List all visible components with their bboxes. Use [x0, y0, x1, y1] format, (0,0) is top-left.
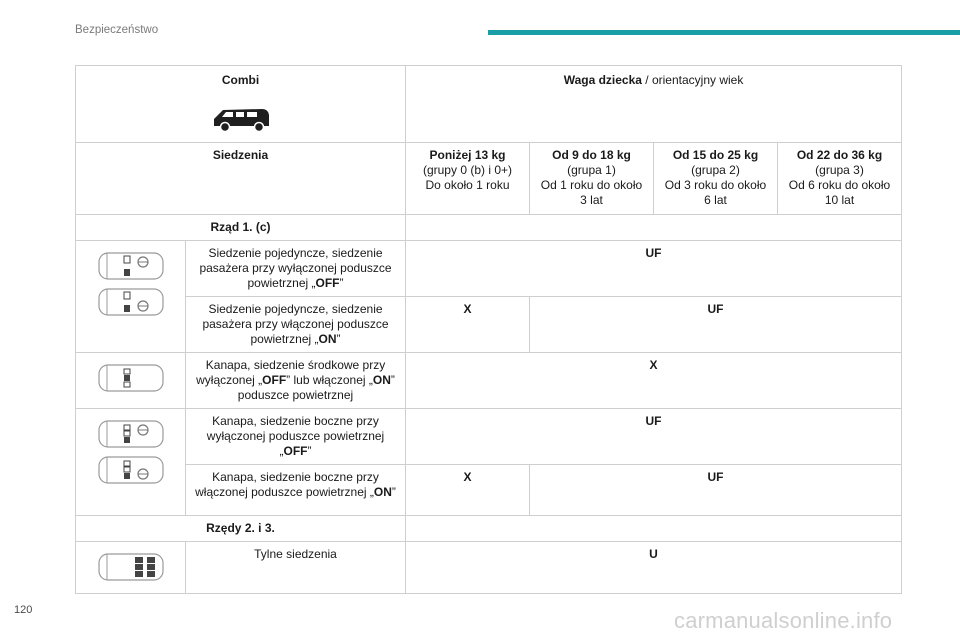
vehicle-cell: [76, 66, 406, 143]
value-cell: [406, 241, 902, 297]
group-age: Do około 1 roku: [425, 178, 510, 192]
airbag-state: OFF: [262, 373, 287, 387]
group-age: Od 3 roku do około 6 lat: [664, 178, 767, 207]
section-title: Bezpieczeństwo: [75, 24, 159, 36]
suitability-value: UF: [645, 246, 662, 260]
page-number: 120: [14, 604, 33, 616]
suitability-value: UF: [707, 470, 724, 484]
group-class: (grupy 0 (b) i 0+): [422, 163, 513, 177]
seats-label: Siedzenia: [212, 148, 269, 162]
airbag-state: OFF: [315, 276, 340, 290]
group-cell-3: [778, 143, 902, 215]
bench-middle-description: [186, 353, 406, 409]
single-seat-on-description: [186, 297, 406, 353]
group-weight: Od 9 do 18 kg: [552, 148, 631, 162]
group-age: Od 1 roku do około 3 lat: [540, 178, 643, 207]
child-weight-subtitle: / orientacyjny wiek: [641, 73, 744, 87]
vehicle-label: Combi: [221, 73, 260, 87]
suitability-value: X: [463, 302, 472, 316]
car-top-view-icon: [97, 362, 165, 394]
single-seat-off-description: [186, 241, 406, 297]
group-weight: Od 15 do 25 kg: [672, 148, 759, 162]
group-class: (grupa 1): [567, 163, 616, 177]
bench-side-icons-cell: [76, 409, 186, 516]
rear-seats-icon-cell: [76, 542, 186, 594]
description-text: Siedzenie pojedyncze, siedzenie pasażera przy włączonej poduszce powietrznej „: [202, 302, 389, 346]
description-text: ”: [339, 276, 344, 290]
row23-label: Rzędy 2. i 3.: [206, 521, 275, 535]
description-text: ”: [391, 485, 396, 499]
airbag-state: ON: [318, 332, 337, 346]
group-age: Od 6 roku do około 10 lat: [788, 178, 891, 207]
watermark: carmanualsonline.info: [674, 608, 893, 633]
car-top-view-icon: [97, 551, 165, 583]
group-class: (grupa 3): [815, 163, 864, 177]
group-class: (grupa 2): [691, 163, 740, 177]
car-top-view-icon: [97, 454, 165, 486]
value-cell: [406, 409, 902, 465]
description-text: ” lub włączonej „: [286, 373, 373, 387]
group-weight: Poniżej 13 kg: [429, 148, 506, 162]
row1-section-row: [76, 215, 902, 241]
airbag-state: ON: [372, 373, 391, 387]
value-cell: [406, 542, 902, 594]
airbag-state: OFF: [283, 444, 308, 458]
value-cell: [530, 465, 902, 516]
description-text: Kanapa, siedzenie boczne przy wyłączonej poduszce powietrznej „: [206, 414, 385, 458]
van-icon: [210, 106, 272, 132]
value-cell: [530, 297, 902, 353]
description-text: Kanapa, siedzenie środkowe przy wyłączonej „: [196, 358, 386, 387]
child-weight-title: Waga dziecka: [563, 73, 642, 87]
description-text: Kanapa, siedzenie boczne przy włączonej poduszce powietrznej „: [195, 470, 379, 499]
value-cell: [406, 297, 530, 353]
header-accent-bar: [488, 30, 960, 35]
airbag-state: ON: [373, 485, 392, 499]
row23-label-cell: [76, 516, 406, 542]
group-cell-2: [654, 143, 778, 215]
suitability-value: UF: [645, 414, 662, 428]
description-text: Tylne siedzenia: [254, 547, 337, 561]
description-text: ”: [336, 332, 341, 346]
car-top-view-icon: [97, 286, 165, 318]
description-text: Siedzenie pojedyncze, siedzenie pasażera przy wyłączonej poduszce powietrznej „: [199, 246, 392, 290]
rear-seats-row: [76, 542, 902, 594]
group-weight: Od 22 do 36 kg: [796, 148, 883, 162]
group-cell-1: [530, 143, 654, 215]
child-weight-header: [406, 66, 902, 143]
row1-label-cell: [76, 215, 406, 241]
suitability-value: U: [649, 547, 658, 561]
description-text: ” poduszce powietrznej: [237, 373, 395, 402]
row1-bench-side-on-row: [76, 465, 902, 516]
child-seat-table: [75, 65, 902, 594]
row1-single-off-row: [76, 241, 902, 297]
value-cell: [406, 465, 530, 516]
bench-middle-icon-cell: [76, 353, 186, 409]
single-seat-icons-cell: [76, 241, 186, 353]
bench-side-off-description: [186, 409, 406, 465]
description-text: ”: [307, 444, 312, 458]
row23-section-row: [76, 516, 902, 542]
row1-bench-side-off-row: [76, 409, 902, 465]
rear-seats-description: [186, 542, 406, 594]
suitability-value: UF: [707, 302, 724, 316]
group-cell-0: [406, 143, 530, 215]
row1-bench-middle-row: [76, 353, 902, 409]
bench-side-on-description: [186, 465, 406, 516]
value-cell: [406, 353, 902, 409]
suitability-value: X: [463, 470, 472, 484]
seats-label-cell: [76, 143, 406, 215]
row1-label: Rząd 1. (c): [210, 220, 271, 234]
groups-header-row: [76, 143, 902, 215]
row1-single-on-row: [76, 297, 902, 353]
car-top-view-icon: [97, 250, 165, 282]
suitability-value: X: [649, 358, 658, 372]
table-header-row: [76, 66, 902, 143]
car-top-view-icon: [97, 418, 165, 450]
